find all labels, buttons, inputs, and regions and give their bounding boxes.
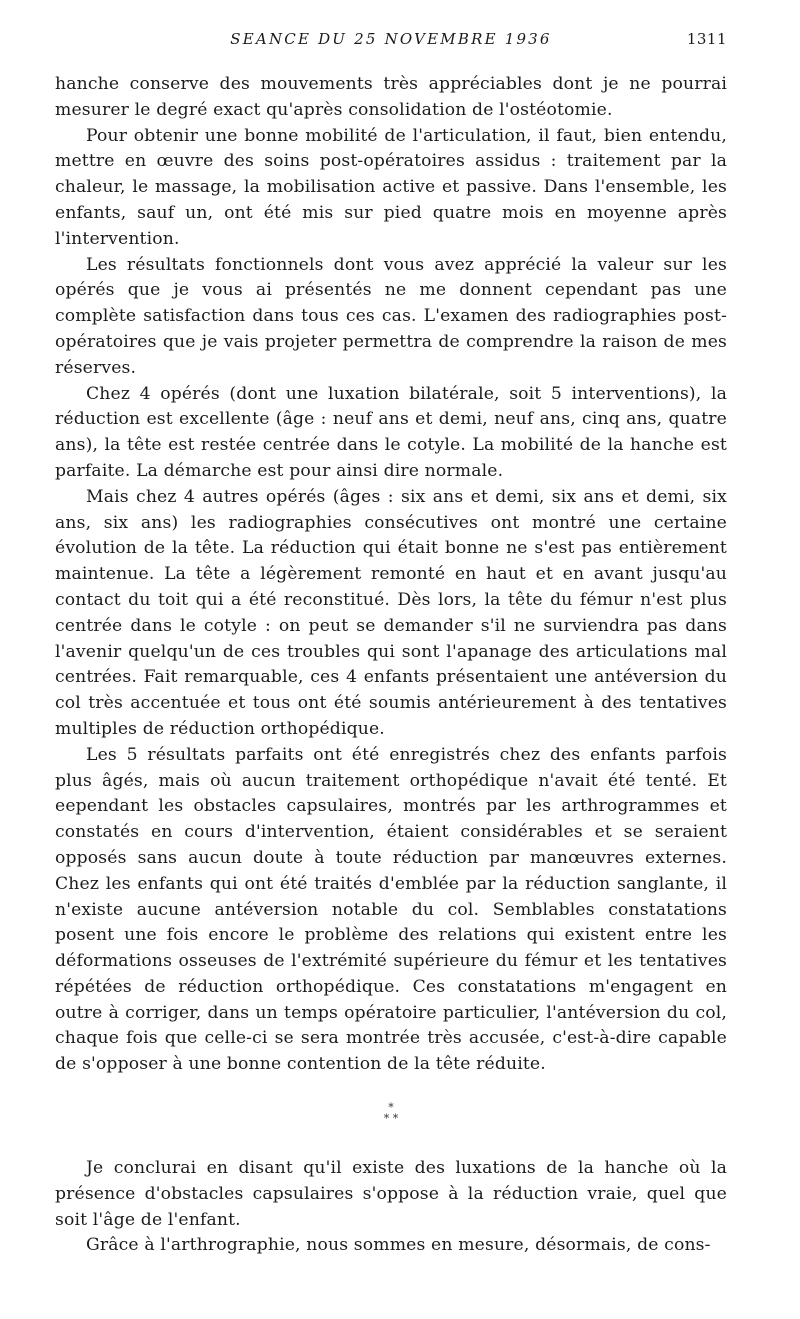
paragraph: Chez 4 opérés (dont une luxation bilatérale, soit 5 interventions), la réduction est excellente (âge : neuf ans et demi, neuf ans, cinq ans, quatre ans), la tête est restée centrée dans le cotyle. La mobilité de la hanche est parfaite. La démarche est pour ainsi dire normale. — [55, 383, 727, 481]
section-separator — [55, 1102, 727, 1124]
conclusion-paragraph: Je conclurai en disant qu'il existe des luxations de la hanche où la présence d'obstacles capsulaires s'oppose à la réduction vraie, quel que soit l'âge de l'enfant. — [55, 1158, 727, 1230]
page-header — [55, 30, 727, 56]
running-title: SEANCE DU 25 NOVEMBRE 1936 — [230, 30, 552, 48]
paragraph: Pour obtenir une bonne mobilité de l'articulation, il faut, bien entendu, mettre en œuvre des soins post-opératoires assidus : traitement par la chaleur, le massage, la mobilisation active et passive. Dans l'ensemble, les enfants, sauf un, ont été mis sur pied quatre mois en moyenne après l'intervention. — [55, 125, 727, 249]
body-text — [55, 72, 727, 1259]
conclusion-paragraph: Grâce à l'arthrographie, nous sommes en mesure, désormais, de cons- — [86, 1235, 711, 1256]
page-number: 1311 — [686, 30, 727, 48]
paragraph: Mais chez 4 autres opérés (âges : six ans et demi, six ans et demi, six ans, six ans) les radiographies consécutives ont montré une certaine évolution de la tête. La réduction qui était bonne ne s'est pas entièrement maintenue. La tête a légèrement remonté en haut et en avant jusqu'au contact du toit qui a été reconstitué. Dès lors, la tête du fémur n'est plus centrée dans le cotyle : on peut se demander s'il ne surviendra pas dans l'avenir quelqu'un de ces troubles qui sont l'apanage des articulations mal centrées. Fait remarquable, ces 4 enfants présentaient une antéversion du col très accentuée et tous ont été soumis antérieurement à des tentatives multiples de réduction orthopédique. — [55, 486, 727, 739]
asterism-bottom: * * — [383, 1112, 399, 1126]
paragraph: Les résultats fonctionnels dont vous avez apprécié la valeur sur les opérés que je vous ai présentés ne me donnent cependant pas une complète satisfaction dans tous ces cas. L'examen des radiographies post-opératoires que je vais projeter permettra de comprendre la raison de mes réserves. — [55, 254, 727, 378]
asterism-top: * — [388, 1101, 394, 1115]
paragraph-continued: hanche conserve des mouvements très appréciables dont je ne pourrai mesurer le degré exact qu'après consolidation de l'ostéotomie. — [55, 74, 727, 120]
paragraph: Les 5 résultats parfaits ont été enregistrés chez des enfants parfois plus âgés, mais où aucun traitement orthopédique n'avait été tenté. Et eependant les obstacles capsulaires, montrés par les arthrogrammes et constatés en cours d'intervention, étaient considérables et se seraient opposés sans aucun doute à toute réduction par manœuvres externes. Chez les enfants qui ont été traités d'emblée par la réduction sanglante, il n'existe aucune antéversion notable du col. Semblables constatations posent une fois encore le problème des relations qui existent entre les déformations osseuses de l'extrémité supérieure du fémur et les tentatives répétées de réduction orthopédique. Ces constatations m'engagent en outre à corriger, dans un temps opératoire particulier, l'antéversion du col, chaque fois que celle-ci se sera montrée très accusée, c'est-à-dire capable de s'opposer à une bonne contention de la tête réduite. — [55, 744, 727, 1075]
